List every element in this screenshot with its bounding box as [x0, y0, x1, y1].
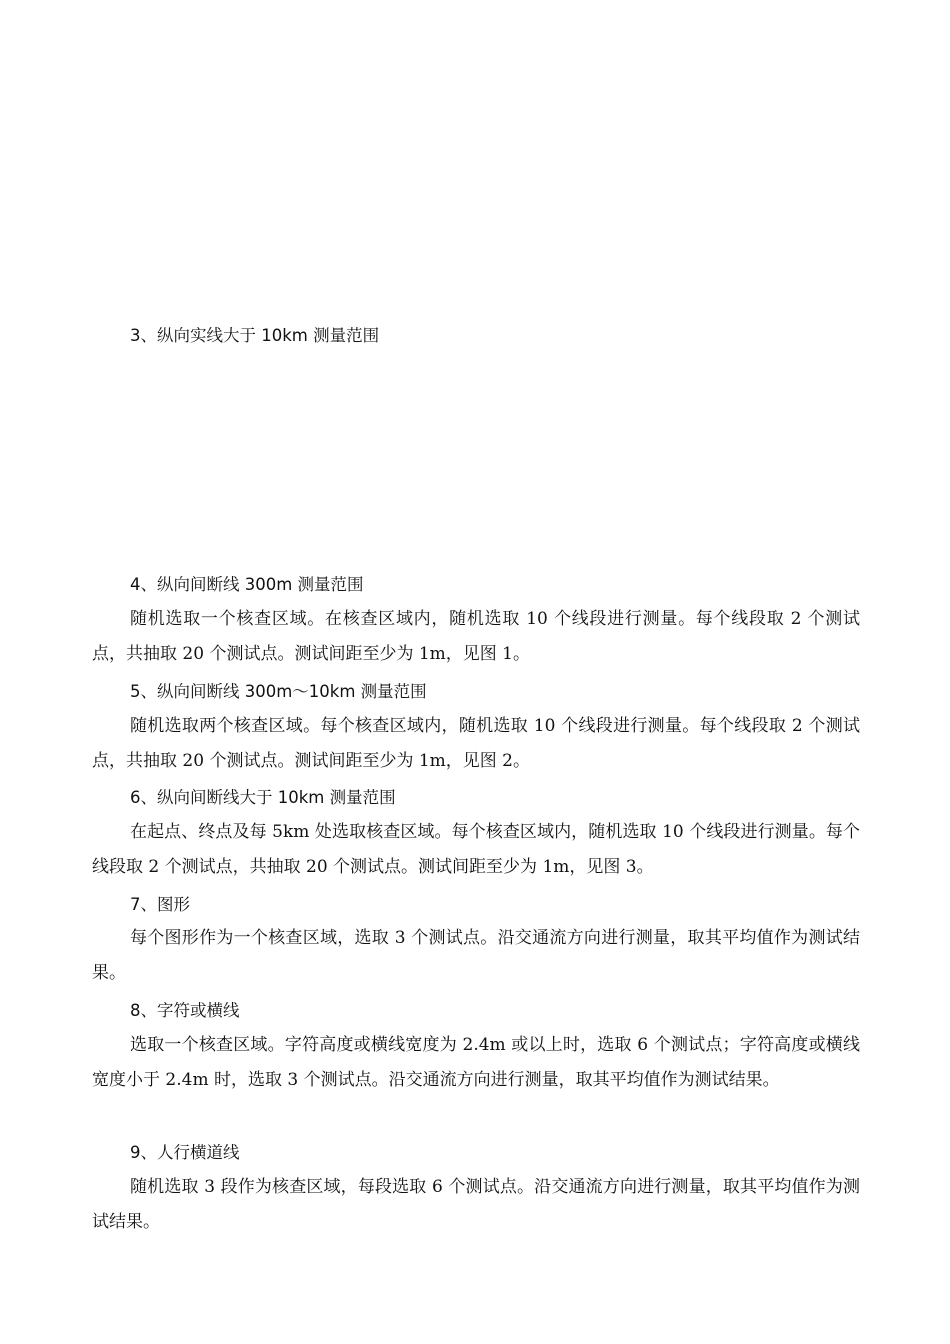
- section-9-body: 随机选取 3 段作为核查区域，每段选取 6 个测试点。沿交通流方向进行测量，取其平均值作为测试结果。: [92, 1177, 860, 1232]
- section-6-heading: 6、纵向间断线大于 10km 测量范围: [130, 788, 396, 807]
- section-7-heading: 7、图形: [130, 895, 190, 914]
- section-8-heading: 8、字符或横线: [130, 1001, 240, 1020]
- section-5-heading: 5、纵向间断线 300m～10km 测量范围: [130, 682, 427, 701]
- section-8-body: 选取一个核查区域。字符高度或横线宽度为 2.4m 或以上时，选取 6 个测试点；字符高度或横线宽度小于 2.4m 时，选取 3 个测试点。沿交通流方向进行测量，取其平均值作为测试结果。: [92, 1035, 860, 1090]
- section-4-body: 随机选取一个核查区域。在核查区域内，随机选取 10 个线段进行测量。每个线段取 2 个测试点，共抽取 20 个测试点。测试间距至少为 1m，见图 1。: [92, 609, 860, 664]
- section-6-body: 在起点、终点及每 5km 处选取核查区域。每个核查区域内，随机选取 10 个线段进行测量。每个线段取 2 个测试点，共抽取 20 个测试点。测试间距至少为 1m，见图 3。: [92, 822, 860, 877]
- section-7-body: 每个图形作为一个核查区域，选取 3 个测试点。沿交通流方向进行测量，取其平均值作为测试结果。: [92, 928, 860, 983]
- section-5-body: 随机选取两个核查区域。每个核查区域内，随机选取 10 个线段进行测量。每个线段取 2 个测试点，共抽取 20 个测试点。测试间距至少为 1m，见图 2。: [92, 716, 860, 771]
- section-9-heading: 9、人行横道线: [130, 1143, 240, 1162]
- section-4-heading: 4、纵向间断线 300m 测量范围: [130, 575, 364, 594]
- section-3-heading: 3、纵向实线大于 10km 测量范围: [130, 326, 380, 345]
